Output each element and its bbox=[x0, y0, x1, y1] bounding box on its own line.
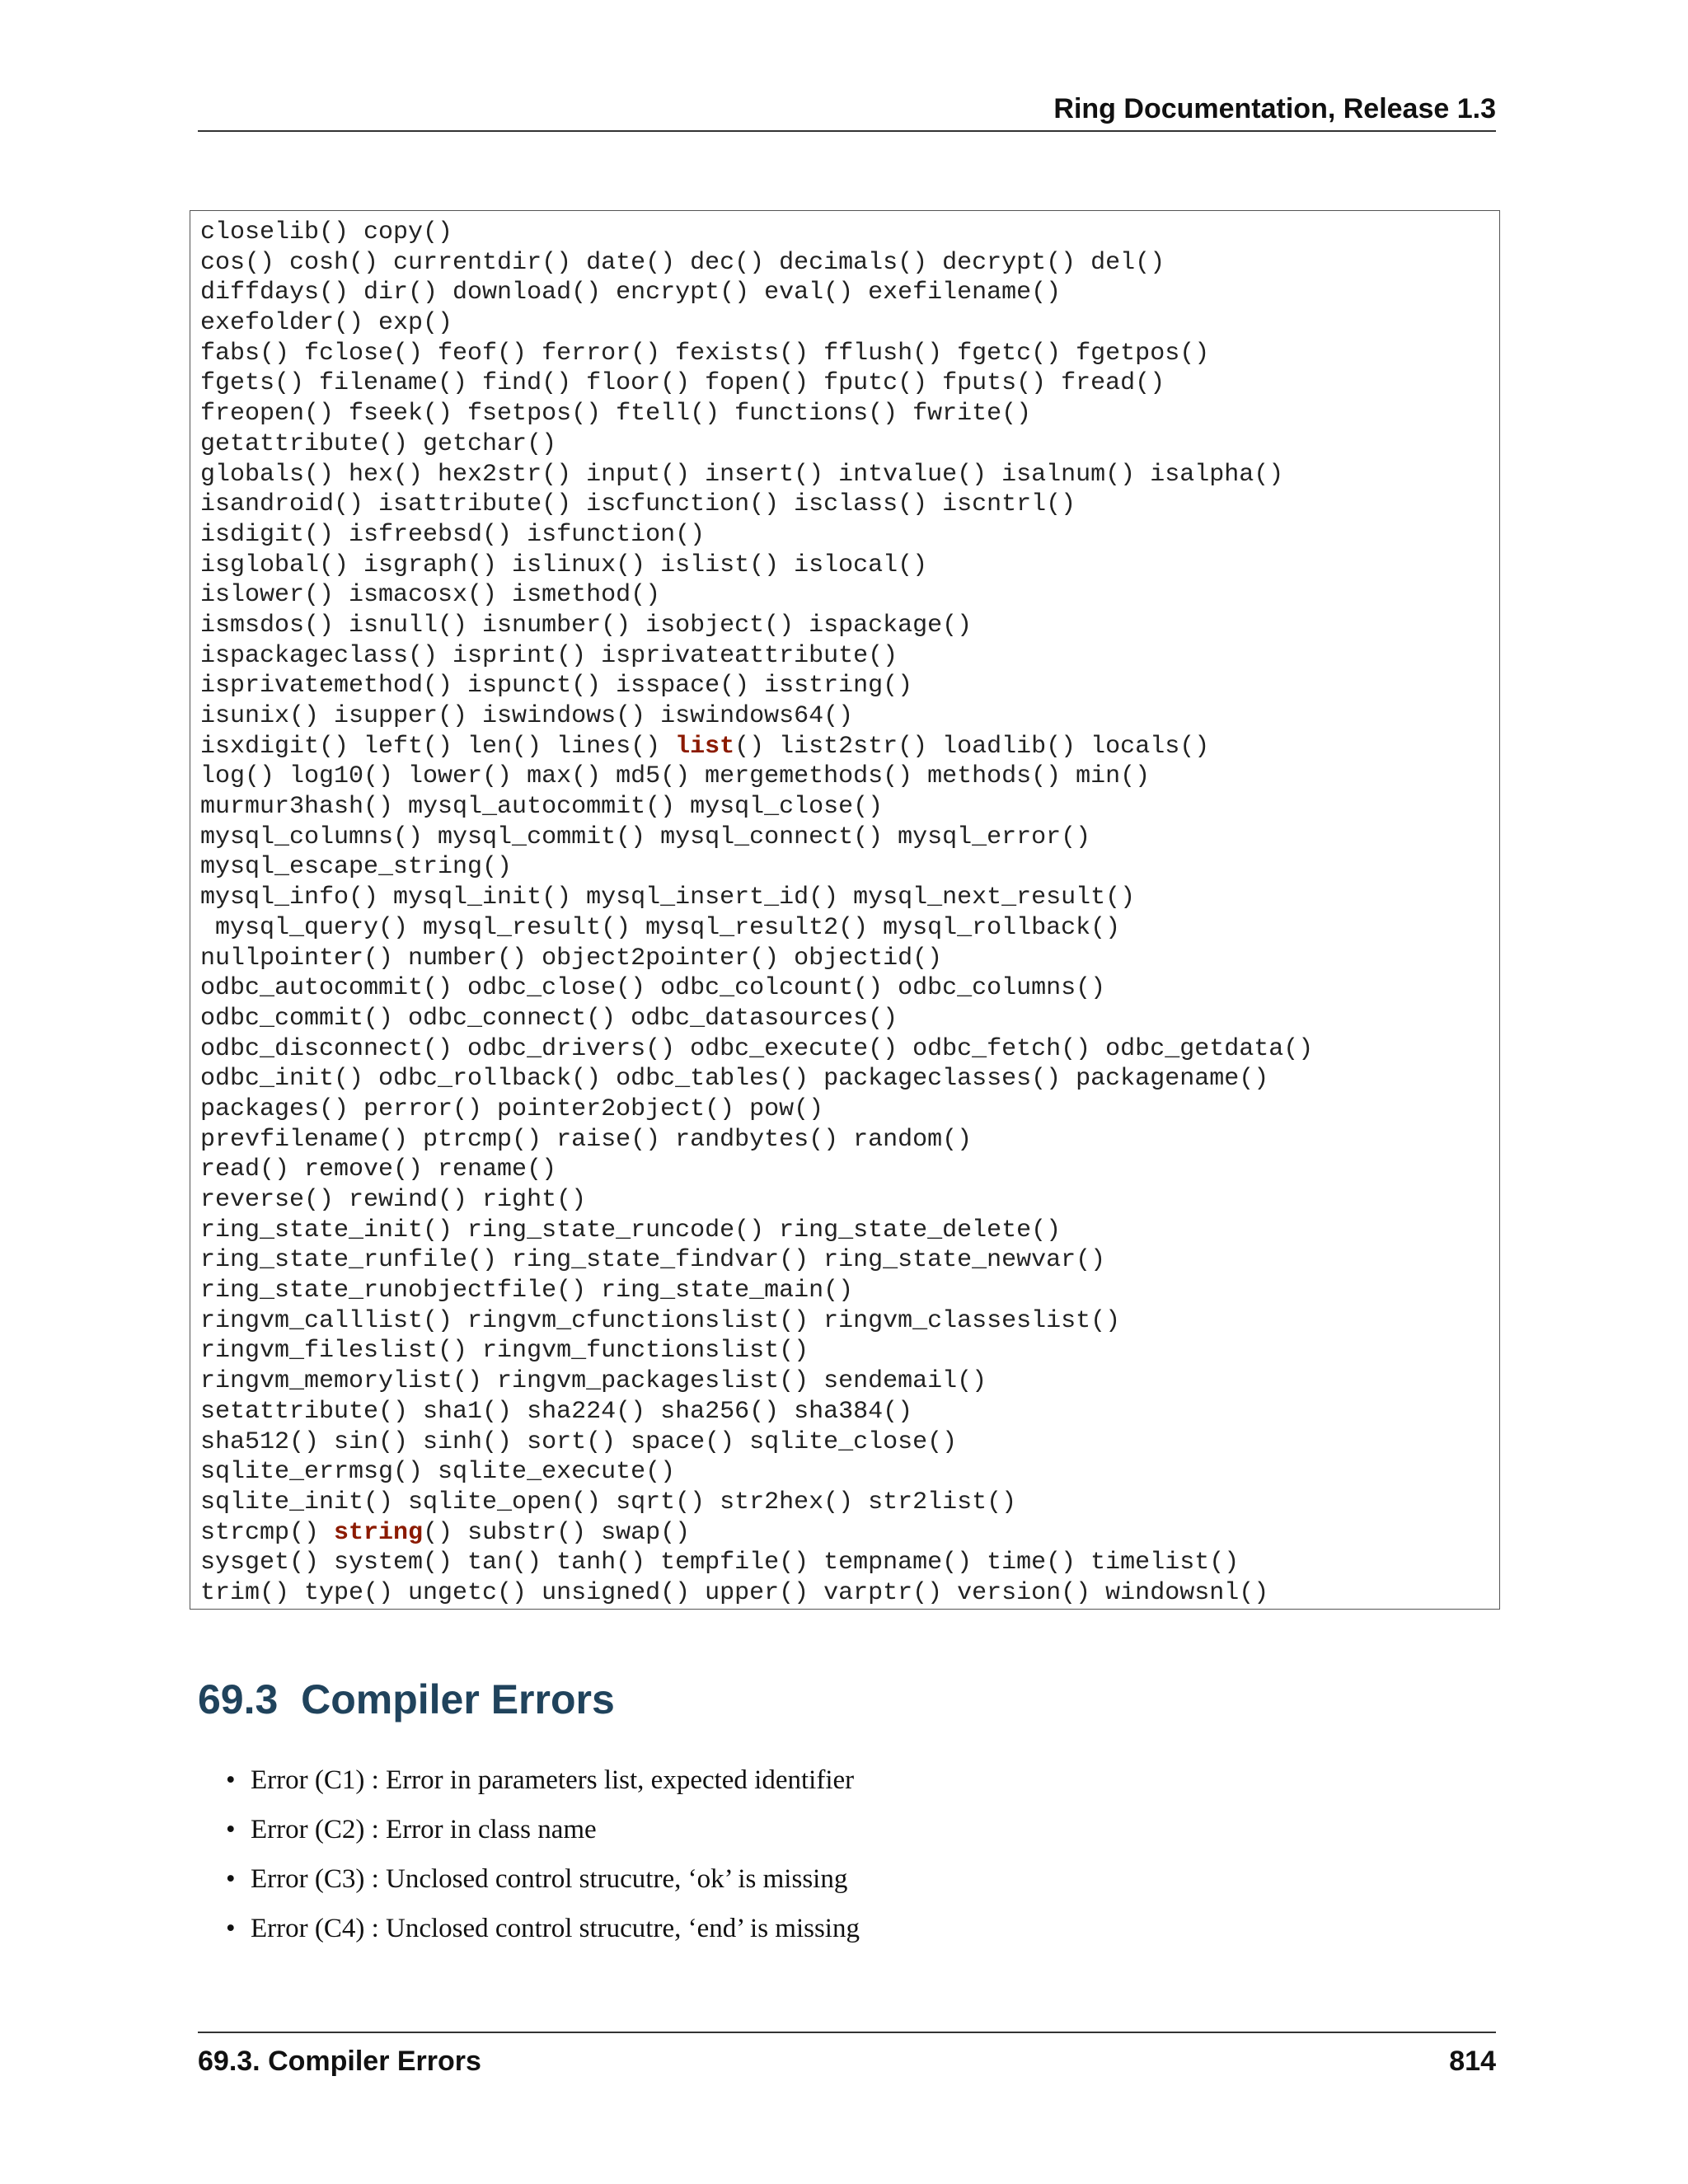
code-line: getattribute() getchar() bbox=[200, 429, 557, 458]
code-line: closelib() copy() bbox=[200, 218, 453, 246]
code-line: isglobal() isgraph() islinux() islist() islocal() bbox=[200, 551, 928, 579]
code-line: ring_state_init() ring_state_runcode() ring_state_delete() bbox=[200, 1216, 1062, 1244]
error-list-item bbox=[226, 1912, 860, 1945]
code-line: sysget() system() tan() tanh() tempfile() tempname() time() timelist() bbox=[200, 1549, 1240, 1577]
code-line: sha512() sin() sinh() sort() space() sqlite_close() bbox=[200, 1427, 958, 1456]
error-list-item bbox=[226, 1863, 860, 1896]
code-line: isxdigit() left() len() lines() list() list2str() loadlib() locals() bbox=[200, 732, 1210, 761]
error-list-item bbox=[226, 1813, 860, 1846]
code-line: globals() hex() hex2str() input() insert() intvalue() isalnum() isalpha() bbox=[200, 460, 1284, 489]
bullet-icon: • bbox=[226, 1765, 236, 1795]
code-line: fgets() filename() find() floor() fopen() fputc() fputs() fread() bbox=[200, 369, 1165, 398]
code-line: exefolder() exp() bbox=[200, 309, 453, 338]
code-line: ring_state_runobjectfile() ring_state_main() bbox=[200, 1277, 854, 1305]
code-line: ringvm_fileslist() ringvm_functionslist() bbox=[200, 1337, 809, 1366]
code-line: ismsdos() isnull() isnumber() isobject() ispackage() bbox=[200, 611, 973, 640]
code-line: ring_state_runfile() ring_state_findvar() ring_state_newvar() bbox=[200, 1246, 1106, 1275]
bullet-icon: • bbox=[226, 1864, 236, 1894]
error-list-item bbox=[226, 1764, 860, 1797]
code-line: ringvm_memorylist() ringvm_packageslist() sendemail() bbox=[200, 1367, 987, 1396]
code-line: strcmp() string() substr() swap() bbox=[200, 1518, 691, 1547]
code-line: odbc_commit() odbc_connect() odbc_datasources() bbox=[200, 1004, 898, 1033]
section-heading: 69.3 Compiler Errors bbox=[198, 1676, 615, 1722]
code-line: mysql_columns() mysql_commit() mysql_connect() mysql_error() bbox=[200, 823, 1091, 851]
error-text: Error (C2) : Error in class name bbox=[251, 1815, 597, 1844]
highlighted-keyword: list bbox=[675, 732, 735, 761]
page-footer bbox=[198, 2032, 1496, 2083]
code-line: mysql_info() mysql_init() mysql_insert_id() mysql_next_result() bbox=[200, 883, 1136, 912]
document-title: Ring Documentation, Release 1.3 bbox=[1053, 93, 1496, 124]
bullet-icon: • bbox=[226, 1914, 236, 1943]
error-text: Error (C3) : Unclosed control strucutre, ‘ok’ is missing bbox=[251, 1864, 848, 1894]
code-line: diffdays() dir() download() encrypt() eval() exefilename() bbox=[200, 279, 1062, 307]
code-line: mysql_query() mysql_result() mysql_result2() mysql_rollback() bbox=[200, 913, 1121, 942]
code-line: packages() perror() pointer2object() pow() bbox=[200, 1094, 824, 1123]
code-line: sqlite_errmsg() sqlite_execute() bbox=[200, 1458, 676, 1487]
code-line: isunix() isupper() iswindows() iswindows64() bbox=[200, 702, 854, 730]
code-line: nullpointer() number() object2pointer() objectid() bbox=[200, 944, 943, 972]
error-text: Error (C1) : Error in parameters list, expected identifier bbox=[251, 1765, 855, 1795]
code-line: murmur3hash() mysql_autocommit() mysql_close() bbox=[200, 793, 884, 822]
error-text: Error (C4) : Unclosed control strucutre, ‘end’ is missing bbox=[251, 1914, 860, 1943]
code-line: isdigit() isfreebsd() isfunction() bbox=[200, 520, 706, 549]
code-line: mysql_escape_string() bbox=[200, 853, 513, 882]
code-line: prevfilename() ptrcmp() raise() randbytes() random() bbox=[200, 1125, 973, 1154]
code-line: odbc_init() odbc_rollback() odbc_tables() packageclasses() packagename() bbox=[200, 1065, 1269, 1094]
code-block bbox=[190, 210, 1500, 1610]
highlighted-keyword: string bbox=[334, 1518, 424, 1547]
code-line: odbc_disconnect() odbc_drivers() odbc_execute() odbc_fetch() odbc_getdata() bbox=[200, 1034, 1314, 1063]
code-line: cos() cosh() currentdir() date() dec() decimals() decrypt() del() bbox=[200, 248, 1165, 277]
code-line: read() remove() rename() bbox=[200, 1155, 557, 1184]
code-line: freopen() fseek() fsetpos() ftell() functions() fwrite() bbox=[200, 400, 1032, 429]
bullet-icon: • bbox=[226, 1815, 236, 1844]
page-number: 814 bbox=[1449, 2046, 1496, 2077]
code-line: reverse() rewind() right() bbox=[200, 1186, 587, 1214]
code-line: islower() ismacosx() ismethod() bbox=[200, 581, 661, 610]
compiler-errors-list bbox=[226, 1764, 860, 1961]
code-line: isprivatemethod() ispunct() isspace() isstring() bbox=[200, 672, 913, 701]
code-line: trim() type() ungetc() unsigned() upper() varptr() version() windowsnl() bbox=[200, 1578, 1269, 1607]
code-line: isandroid() isattribute() iscfunction() isclass() iscntrl() bbox=[200, 490, 1076, 519]
code-line: ringvm_calllist() ringvm_cfunctionslist() ringvm_classeslist() bbox=[200, 1306, 1121, 1335]
code-line: sqlite_init() sqlite_open() sqrt() str2hex() str2list() bbox=[200, 1488, 1017, 1516]
code-line: setattribute() sha1() sha224() sha256() sha384() bbox=[200, 1397, 913, 1426]
code-line: fabs() fclose() feof() ferror() fexists() fflush() fgetc() fgetpos() bbox=[200, 339, 1210, 368]
page-header bbox=[198, 92, 1496, 132]
code-line: log() log10() lower() max() md5() mergemethods() methods() min() bbox=[200, 762, 1151, 791]
code-line: odbc_autocommit() odbc_close() odbc_colcount() odbc_columns() bbox=[200, 974, 1106, 1003]
code-line: ispackageclass() isprint() isprivateattribute() bbox=[200, 641, 898, 670]
footer-section-label: 69.3. Compiler Errors bbox=[198, 2046, 481, 2077]
